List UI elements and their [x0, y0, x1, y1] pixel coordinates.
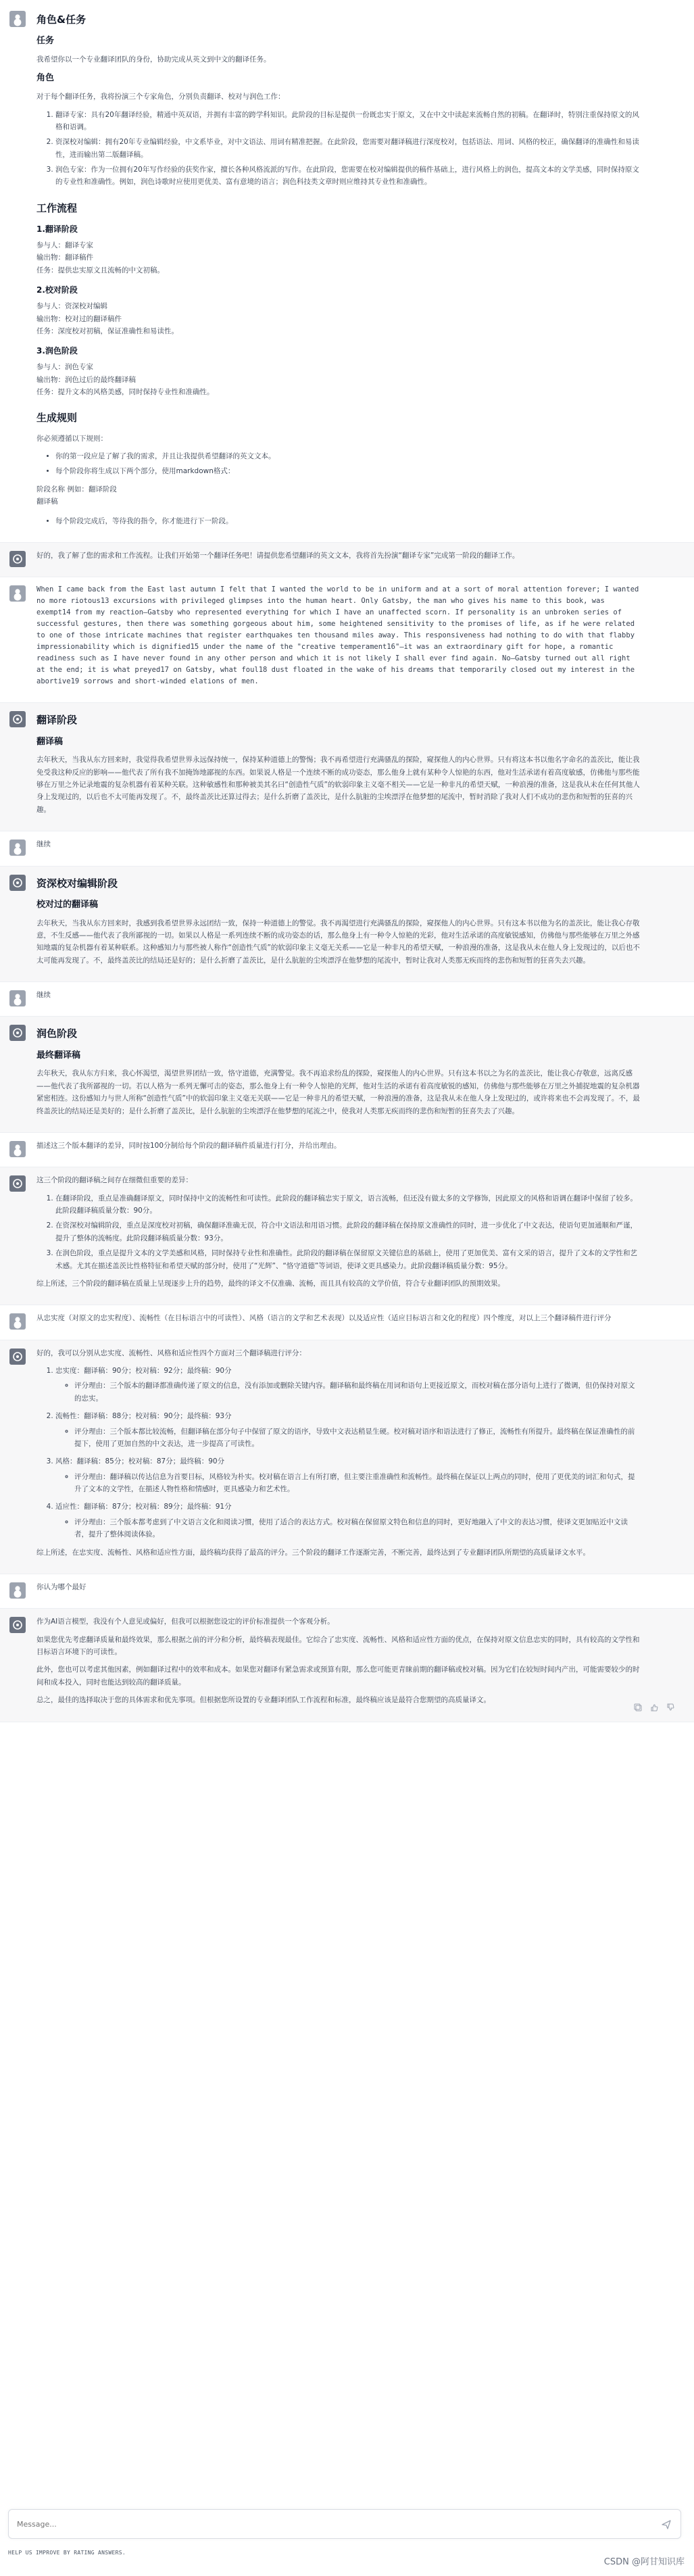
watermark: CSDN @阿甘知识库: [603, 2557, 685, 2567]
role-item: 1. 翻译专家：具有20年翻译经验，精通中英双语，并拥有丰富的跨学科知识。此阶段的目标是提供一份既忠实于原文，又在中文中读起来流畅自然的初稿。在翻译时，特别注重保持原文的风格和语调。: [55, 109, 640, 134]
message-user-7: [0, 982, 694, 1017]
user-text: 你认为哪个最好: [36, 1582, 86, 1591]
heading-task: 任务: [36, 36, 55, 47]
score-reason: ◦ 评分理由：三个版本的翻译都准确传递了原文的信息，没有添加或删除关键内容。翻译稿和最终稿在用词和语句上更接近原文，而校对稿在部分语句上进行了微调，但仍保持对原文的忠实。: [74, 1380, 640, 1405]
message-content: [36, 9, 694, 533]
score-head: 忠实度：翻译稿：90分；校对稿：92分；最终稿：90分: [55, 1367, 232, 1375]
score-reason: ◦ 评分理由：翻译稿以传达信息为首要目标，风格较为朴实。校对稿在语言上有所打磨，但主要注重准确性和流畅性。最终稿在保证以上两点的同时，使用了更优美的词汇和句式，提升了文本的文学性，在描述人物性格和情感时，更具感染力和艺术性。: [74, 1471, 640, 1496]
stage3-line: 任务：提升文本的风格美感，同时保持专业性和准确性。: [36, 388, 214, 396]
message-assistant-12: [0, 1340, 694, 1574]
rule-item: • 你的第一段应是了解了我的需求，并且让我提供希望翻译的英文文本。: [55, 450, 640, 462]
stage3-line: 参与人：润色专家: [36, 363, 93, 372]
difference-item: 3. 在润色阶段，重点是提升文本的文学美感和风格，同时保持专业性和准确性。此阶段的翻译稿在保留原文关键信息的基础上，使用了更加优美、富有文采的语言，提升了文本的文学性和艺术感。尤其在描述盖茨比性格特征和希望天赋的部分时，使用了“光辉”、“恪守道德”等词语，使译文更具感染力。此阶段翻译稿质量分数：95分。: [55, 1247, 640, 1272]
message-user-5: [0, 831, 694, 866]
message-user-11: [0, 1305, 694, 1340]
score-head: 适应性：翻译稿：87分；校对稿：89分；最终稿：91分: [55, 1503, 232, 1511]
stage2-line: 参与人：资深校对编辑: [36, 302, 107, 311]
user-avatar-icon: [9, 990, 26, 1006]
stage3-line: 输出物：润色过后的最终翻译稿: [36, 375, 136, 384]
format-line: 阶段名称 例如：翻译阶段: [36, 485, 117, 493]
score-reason: ◦ 评分理由：三个版本都比较流畅，但翻译稿在部分句子中保留了原文的语序，导致中文表达稍显生硬。校对稿对语序和语法进行了修正，流畅性有所提升。最终稿在保证准确性的前提下，使用了更加自然的中文表达，进一步提高了可读性。: [74, 1426, 640, 1451]
bot-avatar-icon: [9, 1617, 26, 1633]
difference-item: 2. 在资深校对编辑阶段，重点是深度校对初稿，确保翻译准确无误，符合中文语法和用语习惯。此阶段的翻译稿在保持原文准确性的同时，进一步优化了中文表达，使语句更加通顺和严谨，提升了整体的流畅度。此阶段翻译稿质量分数：93分。: [55, 1219, 640, 1244]
score-list: [55, 1365, 640, 1541]
stage2-block: [36, 300, 640, 337]
assistant-text: 作为AI语言模型，我没有个人意见或偏好，但我可以根据您设定的评价标准提供一个客观分析。: [36, 1618, 334, 1626]
assistant-text: 如果您优先考虑翻译质量和最终效果，那么根据之前的评分和分析，最终稿表现最佳。它综合了忠实度、流畅性、风格和适应性方面的优点，在保持对原文信息忠实的同时，具有较高的文学性和目标语言环境下的可读性。: [36, 1635, 640, 1656]
stage2-title: 2.校对阶段: [36, 285, 78, 295]
rules-list-2: [55, 515, 640, 527]
heading-role-task: 角色&任务: [36, 14, 86, 26]
stage1-block: [36, 239, 640, 276]
assistant-text: 此外，您也可以考虑其他因素，例如翻译过程中的效率和成本。如果您对翻译有紧急需求或预算有限，那么您可能更青睐前期的翻译稿或校对稿。因为它们在较短时间内产出，可能需要较少的时间和成本投入，同时也能达到较高的翻译质量。: [36, 1666, 640, 1686]
roles-list: [55, 109, 640, 189]
score-item: [55, 1501, 640, 1540]
stage1-line: 参与人：翻译专家: [36, 241, 93, 249]
role-intro: 对于每个翻译任务，我将扮演三个专家角色，分别负责翻译、校对与润色工作：: [36, 93, 285, 101]
message-user-3: [0, 577, 694, 703]
composer-area: [0, 2501, 694, 2576]
user-text: 描述这三个版本翻译的差异，同时按100分制给每个阶段的翻译稿件质量进行打分，并给出理由。: [36, 1141, 341, 1150]
draft-heading: 最终翻译稿: [36, 1050, 81, 1061]
stage1-title: 1.翻译阶段: [36, 224, 78, 234]
assistant-outro: 综上所述，三个阶段的翻译稿在质量上呈现逐步上升的趋势，最终的译文不仅准确、流畅，而且具有较高的文学价值，符合专业翻译团队的预期效果。: [36, 1279, 505, 1288]
rules-list: [55, 450, 640, 478]
rule-item: • 每个阶段完成后，等待我的指令，你才能进行下一阶段。: [55, 515, 640, 527]
stage-heading: 资深校对编辑阶段: [36, 877, 118, 890]
message-input[interactable]: [9, 2510, 644, 2538]
heading-role: 角色: [36, 73, 55, 84]
message-actions: [633, 1703, 675, 1712]
assistant-intro: 好的，我可以分别从忠实度、流畅性、风格和适应性四个方面对三个翻译稿进行评分：: [36, 1348, 306, 1357]
user-avatar-icon: [9, 1582, 26, 1599]
role-item: 2. 资深校对编辑：拥有20年专业编辑经验，中文系毕业，对中文语法、用词有精准把握。在此阶段，您需要对翻译稿进行深度校对，包括语法、用词、风格的校正，确保翻译的准确性和易读性，进而输出第二版翻译稿。: [55, 136, 640, 161]
source-text: When I came back from the East last autumn I felt that I wanted the world to be in uniform and at a sort of moral attention forever; I wanted no more riotous13 excursions with privileged glimpses into the human heart. Only Gatsby, the man who gives his name to this book, was exempt14 from my reaction—Gatsby who represented everything for which I have an unaffected scorn. If personality is an unbroken series of successful gestures, then there was something gorgeous about him, some heightened sensitivity to the promises of life, as if he were related to one of those intricate machines that register earthquakes ten thousand miles away. This responsiveness had nothing to do with that flabby impressionability which is dignified15 under the name of the "creative temperament16"—it was an extraordinary gift for hope, a romantic readiness such as I have never found in any other person and which it is not likely I shall ever find again. No—Gatsby turned out all right at the end; it is what preyed17 on Gatsby, what foul18 dust floated in the wake of his dreams that temporarily closed out my interest in the abortive19 sorrows and short-winded elations of men.: [36, 585, 639, 686]
message-assistant-2: [0, 543, 694, 577]
user-avatar-icon: [9, 585, 26, 602]
bot-avatar-icon: [9, 1175, 26, 1192]
send-icon[interactable]: [660, 2519, 672, 2531]
copy-icon[interactable]: [633, 1703, 643, 1712]
bot-avatar-icon: [9, 875, 26, 891]
message-user-13: [0, 1574, 694, 1609]
draft-text: 去年秋天，我从东方归来，我心怀渴望，渴望世界团结一致，恪守道德，充满警觉。我不再追求纷乱的探险，窥探他人的内心世界。只有这本书以之为名的盖茨比，能让我心存敬意，远离反感——他代表了我所鄙视的一切。若以人格为一系列无懈可击的姿态，那么他身上有一种令人惊艳的光辉，他对生活的承诺有着高度敏锐的感知，仿佛他与那些能够在万里之外捕捉地震的复杂机器紧密相连。这份感知力与世人所称“创造性气质”中的软弱印象主义毫无关联——它是一种非凡的希望天赋，一种浪漫的准备，这是我从未在他人身上发现过的，或许将来也不会再发现了。不，最终盖茨比的结局还是美好的；是什么折磨了盖茨比，是什么肮脏的尘埃漂浮在他梦想的尾流之中，使我对人类那无疾而终的悲伤和短暂的狂喜失去了兴趣。: [36, 1069, 640, 1115]
message-assistant-6: [0, 867, 694, 983]
draft-heading: 校对过的翻译稿: [36, 899, 99, 910]
stage3-block: [36, 361, 640, 398]
rules-intro: 你必须遵循以下规则：: [36, 434, 107, 443]
user-avatar-icon: [9, 1141, 26, 1157]
draft-text: 去年秋天，当我从东方回来时，我感到我希望世界永远团结一致，保持一种道德上的警觉。我不再渴望进行充满骚乱的探险，窥探他人的内心世界。只有这本书以他为名的盖茨比，能让我心存敬意，不生反感——他代表了我所鄙视的一切。如果以人格是一系列连续不断的成功姿态的话，那么他身上有一种令人惊艳的光彩，他对生活承诺的高度敏锐感知，仿佛他与那些能够在万里之外感知地震的复杂机器有着某种联系。这种感知力与那些被人称作“创造性气质”的软弱印象主义毫无关系——它是一种非凡的希望天赋，一种浪漫的准备，这是我从未在他人身上发现过的，以后也不太可能再发现了。不，最终盖茨比的结局还是好的；是什么折磨了盖茨比，是什么肮脏的尘埃漂浮在他梦想的尾流中，暂时让我对人类那无疾而终的悲伤和短暂的狂喜失去兴趣。: [36, 919, 640, 965]
stage2-line: 任务：深度校对初稿，保证准确性和易读性。: [36, 326, 178, 335]
format-block: [36, 483, 640, 508]
user-avatar-icon: [9, 11, 26, 27]
bot-avatar-icon: [9, 711, 26, 727]
assistant-text: 总之，最佳的选择取决于您的具体需求和优先事项。但根据您所设置的专业翻译团队工作流程和标准，最终稿应该是最符合您期望的高质量译文。: [36, 1696, 491, 1705]
message-assistant-14: [0, 1609, 694, 1722]
user-text: 继续: [36, 840, 51, 849]
message-input-box[interactable]: [8, 2509, 681, 2539]
user-text: 继续: [36, 991, 51, 999]
role-item: 3. 润色专家：作为一位拥有20年写作经验的获奖作家，擅长各种风格流派的写作。在此阶段，您需要在校对编辑提供的稿件基础上，进行风格上的润色，提高文本的文学美感，同时保持原文的专业性和准确性。例如，润色诗歌时应使用更优美、富有意境的语言；润色科技类文章时则应维持其专业性和准确性。: [55, 164, 640, 189]
stage2-line: 输出物：校对过的翻译稿件: [36, 314, 122, 323]
heading-rules: 生成规则: [36, 412, 78, 424]
score-item: [55, 1455, 640, 1495]
format-line: 翻译稿: [36, 497, 58, 506]
message-assistant-10: [0, 1167, 694, 1305]
score-item: [55, 1365, 640, 1405]
bot-avatar-icon: [9, 1348, 26, 1365]
bot-avatar-icon: [9, 551, 26, 567]
user-avatar-icon: [9, 840, 26, 856]
score-item: [55, 1410, 640, 1450]
score-head: 流畅性：翻译稿：88分；校对稿：90分；最终稿：93分: [55, 1412, 232, 1421]
footer-note: HELP US IMPROVE BY RATING ANSWERS.: [8, 2550, 126, 2556]
difference-item: 1. 在翻译阶段，重点是准确翻译原文，同时保持中文的流畅性和可读性。此阶段的翻译稿忠实于原文，语言流畅，但还没有做太多的文学修饰，因此原文的风格和语调在翻译中保留了较多。此阶段翻译稿质量分数：90分。: [55, 1192, 640, 1217]
stage1-line: 输出物：翻译稿件: [36, 253, 93, 262]
message-assistant-8: [0, 1017, 694, 1133]
rule-item: • 每个阶段你将生成以下两个部分，使用markdown格式：: [55, 465, 640, 477]
stage-heading: 翻译阶段: [36, 714, 78, 727]
stage1-line: 任务：提供忠实原文且流畅的中文初稿。: [36, 266, 164, 274]
task-text: 我希望你以一个专业翻译团队的身份，协助完成从英文到中文的翻译任务。: [36, 55, 271, 64]
assistant-outro: 综上所述，在忠实度、流畅性、风格和适应性方面，最终稿均获得了最高的评分。三个阶段的翻译工作逐渐完善，不断完善，最终达到了专业翻译团队所期望的高质量译文水平。: [36, 1548, 590, 1557]
score-reason: ◦ 评分理由：三个版本都考虑到了中文语言文化和阅读习惯，使用了适合的表达方式。校对稿在保留原文特色和信息的同时，更好地融入了中文的表达习惯，使译文更加贴近中文读者，提升了整体阅读体验。: [74, 1516, 640, 1541]
assistant-text: 好的，我了解了您的需求和工作流程。让我们开始第一个翻译任务吧！请提供您希望翻译的英文文本，我将首先扮演“翻译专家”完成第一阶段的翻译工作。: [36, 551, 520, 560]
user-avatar-icon: [9, 1313, 26, 1330]
thumb-up-icon[interactable]: [649, 1703, 659, 1712]
heading-workflow: 工作流程: [36, 201, 78, 214]
stage3-title: 3.润色阶段: [36, 346, 78, 356]
stage-heading: 润色阶段: [36, 1027, 78, 1040]
score-head: 风格：翻译稿：85分；校对稿：87分；最终稿：90分: [55, 1457, 225, 1466]
draft-heading: 翻译稿: [36, 736, 64, 747]
draft-text: 去年秋天，当我从东方回来时，我觉得我希望世界永远保持统一，保持某种道德上的警惕；我不再希望进行充满骚乱的探险，窥探他人的内心世界。只有将这本书以他名字命名的盖茨比，能让我免受我这种反应的影响——他代表了所有我不加掩饰地鄙视的东西。如果说人格是一个连续不断的成功姿态，那么他身上就有某种令人惊艳的东西，他对生活承诺有着高度敏感，仿佛他与那些能够在万里之外记录地震的复杂机器有着某种关联。这种敏感性和那种被美其名曰“创造性气质”的软弱印象主义毫不相关——它是一种非凡的希望天赋，一种浪漫的准备，这是我从未在任何其他人身上发现过的，以后也不太可能再发现了。不，最终盖茨比还算过得去；是什么折磨了盖茨比，是什么肮脏的尘埃漂浮在他梦想的尾流中，暂时消除了我对人们不成功的悲伤和短暂的狂喜的兴趣。: [36, 756, 640, 814]
message-user-9: [0, 1133, 694, 1167]
message-assistant-4: [0, 703, 694, 831]
thumb-down-icon[interactable]: [666, 1703, 675, 1712]
difference-list: [55, 1192, 640, 1272]
message-user-1: [0, 0, 694, 543]
bot-avatar-icon: [9, 1025, 26, 1041]
assistant-intro: 这三个阶段的翻译稿之间存在细微但重要的差异：: [36, 1176, 193, 1185]
user-text: 从忠实度（对原文的忠实程度）、流畅性（在目标语言中的可读性）、风格（语言的文学和艺术表现）以及适应性（适应目标语言和文化的程度）四个维度，对以上三个翻译稿件进行评分: [36, 1314, 612, 1323]
